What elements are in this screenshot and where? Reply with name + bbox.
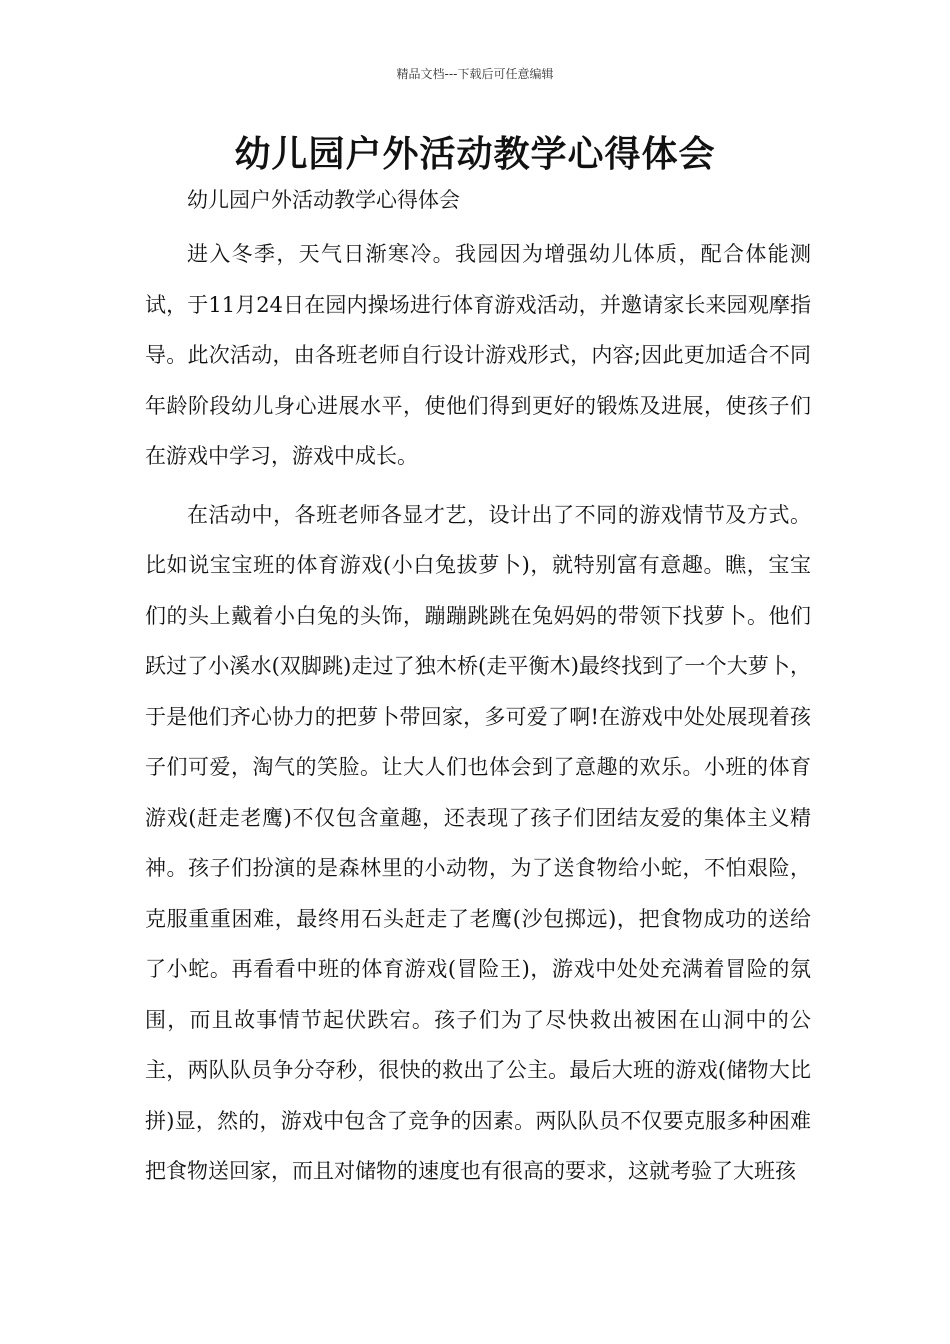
- document-body: [145, 180, 811, 1205]
- paragraph-2: 在活动中，各班老师各显才艺，设计出了不同的游戏情节及方式。比如说宝宝班的体育游戏(小白兔拔萝卜)，就特别富有意趣。瞧，宝宝们的头上戴着小白兔的头饰，蹦蹦跳跳在兔妈妈的带领下找萝卜。他们跃过了小溪水(双脚跳)走过了独木桥(走平衡木)最终找到了一个大萝卜，于是他们齐心协力的把萝卜带回家，多可爱了啊!在游戏中处处展现着孩子们可爱，淘气的笑脸。让大人们也体会到了意趣的欢乐。小班的体育游戏(赶走老鹰)不仅包含童趣，还表现了孩子们团结友爱的集体主义精神。孩子们扮演的是森林里的小动物，为了送食物给小蛇，不怕艰险，克服重重困难，最终用石头赶走了老鹰(沙包掷远)，把食物成功的送给了小蛇。再看看中班的体育游戏(冒险王)，游戏中处处充满着冒险的氛围，而且故事情节起伏跌宕。孩子们为了尽快救出被困在山洞中的公主，两队队员争分夺秒，很快的救出了公主。最后大班的游戏(储物大比拼)显，然的，游戏中包含了竞争的因素。两队队员不仅要克服多种困难把食物送回家，而且对储物的速度也有很高的要求，这就考验了大班孩: [145, 502, 811, 1183]
- paragraph-1: 进入冬季，天气日渐寒冷。我园因为增强幼儿体质，配合体能测试，于11月24日在园内操场进行体育游戏活动，并邀请家长来园观摩指导。此次活动，由各班老师自行设计游戏形式，内容;因此更加适合不同年龄阶段幼儿身心进展水平，使他们得到更好的锻炼及进展，使孩子们在游戏中学习，游戏中成长。: [145, 242, 811, 468]
- page-header: 精品文档---下载后可任意编辑: [396, 67, 554, 81]
- document-title: 幼儿园户外活动教学心得体会: [234, 133, 716, 175]
- document-subtitle: 幼儿园户外活动教学心得体会: [187, 188, 460, 212]
